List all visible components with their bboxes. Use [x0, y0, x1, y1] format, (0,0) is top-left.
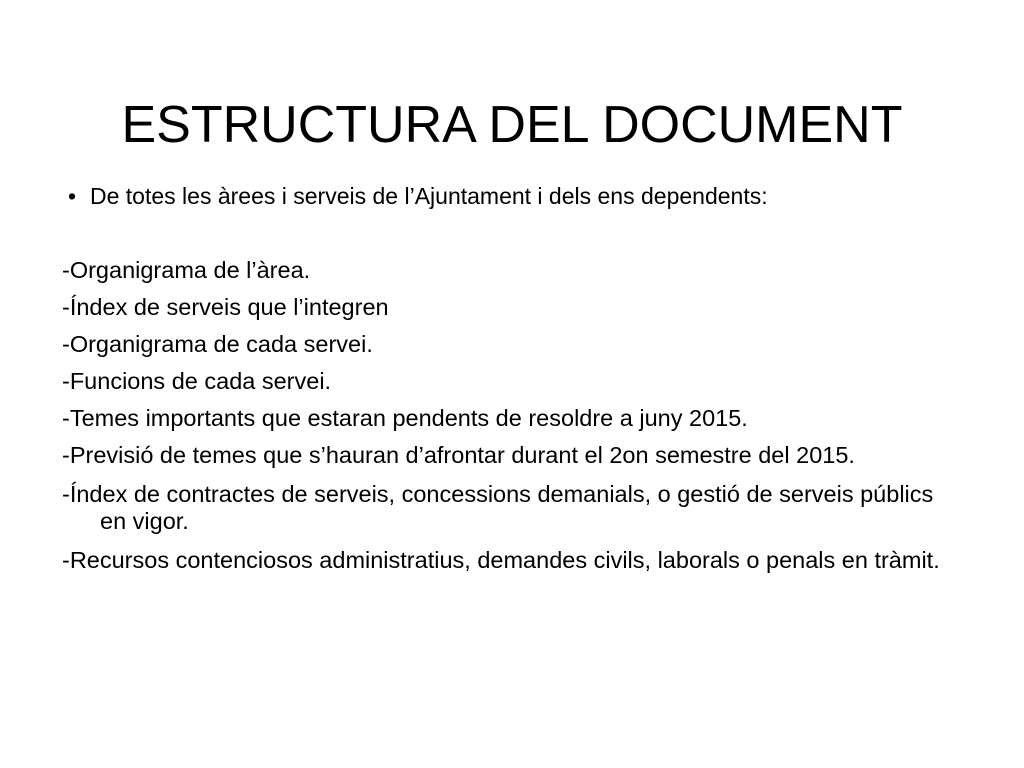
list-item: -Funcions de cada servei.	[62, 368, 332, 394]
list-item: -Temes importants que estaran pendents de resoldre a juny 2015.	[62, 405, 748, 431]
bullet-dot-icon: •	[68, 183, 77, 209]
list-item: -Índex de serveis que l’integren	[62, 294, 389, 320]
slide-title: ESTRUCTURA DEL DOCUMENT	[121, 95, 903, 154]
list-item: -Previsió de temes que s’hauran d’afrontar durant el 2on semestre del 2015.	[62, 442, 855, 468]
list-item: -Organigrama de cada servei.	[62, 331, 373, 357]
intro-bullet-text: De totes les àrees i serveis de l’Ajuntament i dels ens dependents:	[90, 183, 768, 209]
list-item: -Organigrama de l’àrea.	[62, 257, 311, 283]
list-item: -Índex de contractes de serveis, concessions demanials, o gestió de serveis públics en vigor.	[62, 481, 934, 534]
item-list	[62, 257, 962, 586]
intro-bullet	[68, 181, 970, 211]
list-item: -Recursos contenciosos administratius, demandes civils, laborals o penals en tràmit.	[62, 547, 940, 573]
